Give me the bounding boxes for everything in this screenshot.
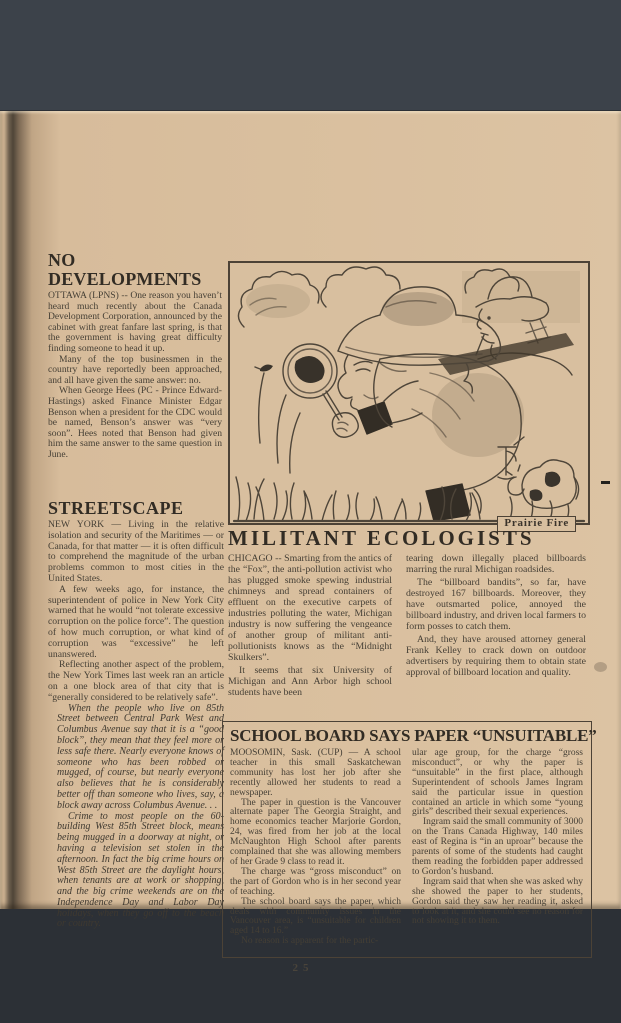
article-paragraph: The paper in question is the Vancouver alternate paper The Georgia Straight, and home economics teacher Marjorie Gordon, 24, was fired from her job at the local McNaughton High School after parents complained that she was allowing members of her Grade 9 class to read it. (230, 797, 401, 867)
article-paragraph: Reflecting another aspect of the problem, the New York Times last week ran an article on a one block area of that city that is “generally considered to be relatively safe”. (48, 659, 224, 703)
article-title-school-board: SCHOOL BOARD SAYS PAPER “UNSUITABLE” (230, 726, 597, 745)
article-paragraph: MOOSOMIN, Sask. (CUP) — A school teacher in this small Saskatchewan community has lost her job after she recently allowed her students to read a newspaper. (230, 748, 401, 798)
article-paragraph: No reason is apparent for the partic- (241, 936, 379, 947)
prairie-fire-cartoon (230, 263, 588, 523)
margin-smudge (594, 662, 607, 672)
magazine-page (0, 111, 621, 974)
article-paragraph: OTTAWA (LPNS) -- One reason you haven’t heard much recently about the Canada Development Corporation, announced by the cabinet with great fanfare last spring, is that the government is having great difficulty finding someone to head it up. (48, 290, 222, 354)
article-paragraph: A few weeks ago, for instance, the superintendent of police in New York City warned that he would “not tolerate excessive corruption on the police force”. The question of how much corruption, or what kind of corruption was “excessive” he left unanswered. (48, 583, 224, 660)
article-title-militant-ecologists: MILITANT ECOLOGISTS (228, 526, 535, 550)
article-paragraph: And, they have aroused attorney general Frank Kelley to crack down on outdoor advertisers by requiring them to obtain state approval of billboard location and quality. (406, 634, 586, 678)
margin-ink-mark (601, 481, 610, 484)
article-paragraph: The “billboard bandits”, so far, have destroyed 167 billboards. Moreover, they have outsmarted police, annoyed the billboard industry, and driven local farmers to form posses to catch them. (406, 577, 586, 632)
school-board-columns (230, 749, 584, 947)
page-number: 25 (292, 962, 314, 974)
article-paragraph: It seems that six University of Michigan and Ann Arbor high school students have been (228, 665, 392, 698)
article-school-board (222, 721, 597, 958)
illustration-caption: Prairie Fire (497, 516, 576, 532)
militant-columns (228, 553, 590, 698)
article-militant-ecologists (228, 528, 590, 698)
article-paragraph: CHICAGO -- Smarting from the antics of the “Fox”, the anti-pollution activist who has plugged smoke spewing industrial chimneys and spread containers of effluent on the executive carpets of industries polluting the water, Michigan industry is now suffering the vengeance of another group of militant anti-pollutionists knows as the “Midnight Skulkers”. (228, 553, 392, 663)
article-paragraph: Ingram said that when she was asked why she showed the paper to her students, Gordon said they saw her reading it, asked to look at it, and she could see no reason for not showing it to them. (412, 876, 583, 927)
school-board-column-right (412, 749, 583, 947)
article-paragraph: The school board says the paper, which deals with community issues in the Vancouver area, is “unsuitable for children aged 14 to 16.” (230, 896, 401, 937)
article-paragraph: When George Hees (PC - Prince Edward-Hastings) asked Finance Minister Edgar Benson when a president for the CDC would be named, Benson’s answer was “very soon”. Hees noted that Benson had given him the same answer to the same question in June. (48, 385, 222, 460)
article-quote-paragraph: When the people who live on 85th Street between Central Park West and Columbus Avenue say that it is a “good block”, they mean that they feel more or less safe there. Nearly everyone knows of someone who has been robbed or mugged, of course, but nearly everyone also believes that he is considerably better off than someone who lives, say, a block away across Columbus Avenue. . . (57, 702, 224, 811)
illustration-frame (228, 261, 590, 529)
militant-column-right (406, 553, 586, 698)
article-quote-paragraph: Crime to most people on the 60-building West 85th Street block, means being mugged in a doorway at night, or having a television set stolen in the afternoon. In fact the big crime hours on West 85th Street are the daylight hours, when tenants are at work or shopping, and the big crime weekends are on the Independence Day and Labor Day holidays, when they go off to the beach or country. (57, 810, 224, 930)
article-paragraph: The charge was “gross misconduct” on the part of Gordon who is in her second year of teaching. (230, 866, 401, 897)
article-paragraph: Many of the top businessmen in the country have reportedly been approached, and all have given the same answer: no. (48, 353, 222, 386)
article-title-no-developments: NO DEVELOPMENTS (48, 250, 202, 289)
school-board-column-left (230, 749, 401, 947)
article-paragraph: Ingram said the small community of 3000 on the Trans Canada Highway, 140 miles east of Regina is “in an uproar” because the parents of some of the students had caught them reading the forbidden paper addressed to Gordon’s husband. (412, 817, 583, 877)
article-paragraph: tearing down illegally placed billboards marring the rural Michigan roadsides. (406, 553, 586, 575)
article-paragraph: NEW YORK — Living in the relative isolation and security of the Maritimes — or Canada, for that matter — it is often difficult to comprehend the magnitude of the urban problems common to most cities in the United States. (48, 519, 224, 584)
article-streetscape (48, 499, 224, 930)
article-paragraph: ular age group, for the charge “gross misconduct”, or why the paper is “unsuitable” in the first place, although Superintendent of schools James Ingram said the particular issue in question contained an article in which some “young girls” described their sexual experiences. (412, 748, 583, 818)
article-no-developments (48, 251, 222, 461)
article-title-streetscape: STREETSCAPE (48, 498, 184, 518)
militant-column-left (228, 553, 392, 698)
